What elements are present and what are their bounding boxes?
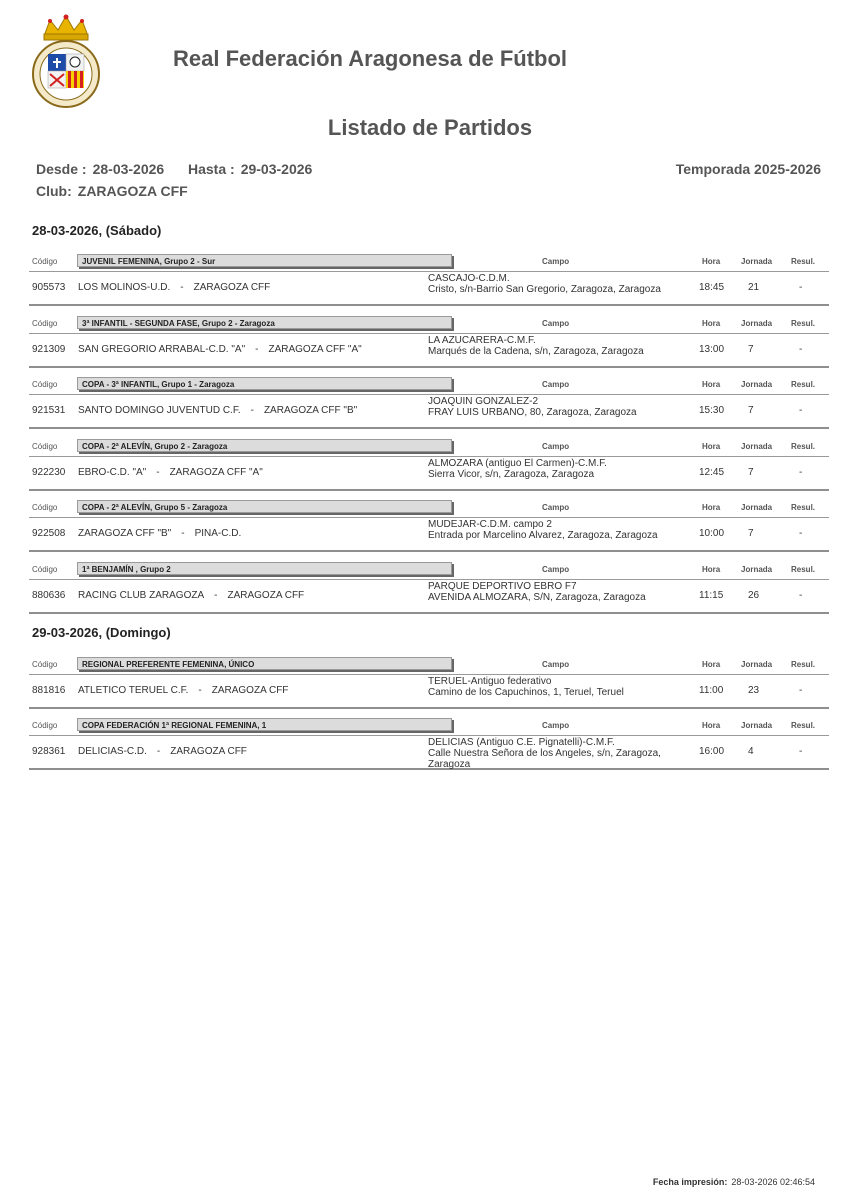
- away-team: PINA-C.D.: [194, 528, 242, 539]
- home-team: ZARAGOZA CFF "B": [78, 528, 172, 539]
- match-result: -: [799, 405, 803, 416]
- venue-column-header: Campo: [542, 565, 570, 574]
- time-column-header: Hora: [702, 319, 721, 328]
- match-code: 881816: [32, 685, 66, 696]
- club: [36, 183, 188, 199]
- code-column-header: Código: [32, 721, 58, 730]
- club-value: ZARAGOZA CFF: [77, 183, 188, 199]
- home-team: SAN GREGORIO ARRABAL-C.D. "A": [78, 344, 246, 355]
- result-column-header: Resul.: [791, 319, 816, 328]
- match-result: -: [799, 344, 803, 355]
- home-team: DELICIAS-C.D.: [78, 746, 147, 757]
- venue: [428, 396, 683, 418]
- day-heading: 28-03-2026, (Sábado): [32, 223, 162, 238]
- venue: [428, 737, 683, 770]
- venue: [428, 676, 683, 698]
- round-column-header: Jornada: [741, 565, 773, 574]
- match-time: 11:15: [699, 590, 724, 601]
- venue-name: JOAQUIN GONZALEZ-2: [428, 396, 539, 407]
- venue-name: ALMOZARA (antiguo El Carmen)-C.M.F.: [428, 458, 607, 469]
- match-teams: [78, 282, 270, 293]
- teams-separator: -: [181, 528, 185, 539]
- shield-icon: [48, 54, 84, 88]
- match-block: [29, 316, 829, 368]
- away-team: ZARAGOZA CFF: [193, 282, 271, 293]
- venue-address: Sierra Vicor, s/n, Zaragoza, Zaragoza: [428, 469, 595, 480]
- match-row: [29, 675, 829, 707]
- venue-name: MUDEJAR-C.D.M. campo 2: [428, 519, 552, 530]
- match-header-row: [29, 377, 829, 395]
- match-block: [29, 439, 829, 491]
- date-from-value: 28-03-2026: [92, 161, 165, 177]
- match-teams: [78, 467, 263, 478]
- time-column-header: Hora: [702, 503, 721, 512]
- competition-name: 3ª INFANTIL - SEGUNDA FASE, Grupo 2 - Zaragoza: [77, 316, 452, 329]
- venue-column-header: Campo: [542, 257, 570, 266]
- match-header-row: [29, 657, 829, 675]
- result-column-header: Resul.: [791, 503, 816, 512]
- organization-title: Real Federación Aragonesa de Fútbol: [173, 46, 568, 71]
- print-date-value: 28-03-2026 02:46:54: [731, 1177, 815, 1187]
- time-column-header: Hora: [702, 721, 721, 730]
- venue-name: PARQUE DEPORTIVO EBRO F7: [428, 581, 577, 592]
- competition-name: 1ª BENJAMÍN , Grupo 2: [77, 562, 452, 575]
- federation-crest-logo: [30, 14, 102, 110]
- venue-name: TERUEL-Antiguo federativo: [428, 676, 552, 687]
- venue-address: FRAY LUIS URBANO, 80, Zaragoza, Zaragoza: [428, 407, 637, 418]
- match-time: 18:45: [699, 282, 725, 293]
- match-block: [29, 657, 829, 709]
- home-team: LOS MOLINOS-U.D.: [78, 282, 171, 293]
- club-label: Club:: [36, 183, 72, 199]
- match-round: 7: [748, 467, 754, 478]
- competition-name: COPA - 2ª ALEVÍN, Grupo 5 - Zaragoza: [77, 500, 452, 513]
- match-teams: [78, 528, 241, 539]
- match-teams: [78, 590, 304, 601]
- match-row: [29, 334, 829, 366]
- code-column-header: Código: [32, 503, 58, 512]
- print-date-label: Fecha impresión:: [652, 1177, 728, 1187]
- match-row: [29, 736, 829, 768]
- match-row: [29, 272, 829, 304]
- time-column-header: Hora: [702, 257, 721, 266]
- away-team: ZARAGOZA CFF: [227, 590, 305, 601]
- crown-icon: [44, 15, 88, 41]
- competition-name: COPA FEDERACIÓN 1ª REGIONAL FEMENINA, 1: [77, 718, 452, 731]
- match-code: 922508: [32, 528, 66, 539]
- match-time: 12:45: [699, 467, 725, 478]
- result-column-header: Resul.: [791, 721, 816, 730]
- match-header-row: [29, 439, 829, 457]
- time-column-header: Hora: [702, 565, 721, 574]
- venue-name: DELICIAS (Antiguo C.E. Pignatelli)-C.M.F.: [428, 737, 615, 748]
- match-teams: [78, 685, 288, 696]
- venue: [428, 519, 683, 541]
- venue-column-header: Campo: [542, 721, 570, 730]
- code-column-header: Código: [32, 660, 58, 669]
- match-round: 23: [748, 685, 760, 696]
- home-team: ATLETICO TERUEL C.F.: [78, 685, 189, 696]
- venue-column-header: Campo: [542, 503, 570, 512]
- match-round: 26: [748, 590, 760, 601]
- date-from: [36, 161, 164, 177]
- result-column-header: Resul.: [791, 565, 816, 574]
- match-row: [29, 518, 829, 550]
- away-team: ZARAGOZA CFF: [170, 746, 247, 757]
- venue-column-header: Campo: [542, 442, 570, 451]
- match-result: -: [799, 528, 803, 539]
- match-time: 15:30: [699, 405, 725, 416]
- teams-separator: -: [250, 405, 254, 416]
- result-column-header: Resul.: [791, 257, 816, 266]
- match-round: 4: [748, 746, 754, 757]
- round-column-header: Jornada: [741, 319, 773, 328]
- match-result: -: [799, 685, 803, 696]
- match-block: [29, 718, 829, 770]
- match-time: 13:00: [699, 344, 725, 355]
- match-row: [29, 580, 829, 612]
- match-code: 905573: [32, 282, 66, 293]
- round-column-header: Jornada: [741, 721, 773, 730]
- match-code: 921309: [32, 344, 66, 355]
- venue-name: CASCAJO-C.D.M.: [428, 273, 510, 284]
- teams-separator: -: [198, 685, 202, 696]
- match-code: 921531: [32, 405, 66, 416]
- venue: [428, 273, 683, 295]
- teams-separator: -: [255, 344, 259, 355]
- match-time: 16:00: [699, 746, 725, 757]
- time-column-header: Hora: [702, 442, 721, 451]
- match-block: [29, 377, 829, 429]
- code-column-header: Código: [32, 319, 58, 328]
- away-team: ZARAGOZA CFF: [211, 685, 289, 696]
- match-round: 7: [748, 528, 754, 539]
- match-code: 928361: [32, 746, 66, 757]
- match-block: [29, 254, 829, 306]
- result-column-header: Resul.: [791, 660, 816, 669]
- season: Temporada 2025-2026: [675, 161, 821, 177]
- match-row: [29, 395, 829, 427]
- page-title: Listado de Partidos: [327, 115, 533, 140]
- time-column-header: Hora: [702, 660, 721, 669]
- match-row: [29, 457, 829, 489]
- round-column-header: Jornada: [741, 442, 773, 451]
- date-from-label: Desde :: [36, 161, 87, 177]
- venue-address: Cristo, s/n-Barrio San Gregorio, Zaragoza, Zaragoza: [428, 284, 661, 295]
- code-column-header: Código: [32, 442, 58, 451]
- venue-column-header: Campo: [542, 319, 570, 328]
- teams-separator: -: [156, 467, 160, 478]
- match-code: 922230: [32, 467, 66, 478]
- match-code: 880636: [32, 590, 66, 601]
- date-to: [188, 161, 312, 177]
- venue-address: Entrada por Marcelino Alvarez, Zaragoza, Zaragoza: [428, 530, 658, 541]
- match-result: -: [799, 467, 803, 478]
- venue: [428, 581, 683, 603]
- match-block: [29, 562, 829, 614]
- match-time: 10:00: [699, 528, 725, 539]
- match-header-row: [29, 562, 829, 580]
- away-team: ZARAGOZA CFF "A": [169, 467, 263, 478]
- competition-name: COPA - 3ª INFANTIL, Grupo 1 - Zaragoza: [77, 377, 452, 390]
- venue: [428, 458, 683, 480]
- code-column-header: Código: [32, 565, 58, 574]
- match-teams: [78, 746, 247, 757]
- round-column-header: Jornada: [741, 380, 773, 389]
- date-to-label: Hasta :: [188, 161, 235, 177]
- teams-separator: -: [156, 746, 161, 757]
- away-team: ZARAGOZA CFF "A": [268, 344, 362, 355]
- match-round: 7: [748, 344, 754, 355]
- date-to-value: 29-03-2026: [240, 161, 313, 177]
- match-block: [29, 500, 829, 552]
- venue-name: LA AZUCARERA-C.M.F.: [428, 335, 536, 346]
- print-date: [653, 1177, 815, 1187]
- match-header-row: [29, 718, 829, 736]
- match-result: -: [799, 590, 803, 601]
- match-round: 7: [748, 405, 754, 416]
- competition-name: REGIONAL PREFERENTE FEMENINA, ÚNICO: [77, 657, 452, 670]
- match-header-row: [29, 254, 829, 272]
- round-column-header: Jornada: [741, 503, 773, 512]
- competition-name: COPA - 2ª ALEVÍN, Grupo 2 - Zaragoza: [77, 439, 452, 452]
- competition-name: JUVENIL FEMENINA, Grupo 2 - Sur: [77, 254, 452, 267]
- match-round: 21: [748, 282, 760, 293]
- teams-separator: -: [214, 590, 218, 601]
- venue-address: Camino de los Capuchinos, 1, Teruel, Teruel: [428, 687, 624, 698]
- venue-address: Marqués de la Cadena, s/n, Zaragoza, Zaragoza: [428, 346, 644, 357]
- round-column-header: Jornada: [741, 257, 773, 266]
- teams-separator: -: [180, 282, 184, 293]
- result-column-header: Resul.: [791, 442, 816, 451]
- time-column-header: Hora: [702, 380, 721, 389]
- round-column-header: Jornada: [741, 660, 773, 669]
- match-result: -: [799, 282, 803, 293]
- match-result: -: [799, 746, 803, 757]
- venue: [428, 335, 683, 357]
- match-time: 11:00: [699, 685, 724, 696]
- away-team: ZARAGOZA CFF "B": [263, 405, 358, 416]
- day-heading: 29-03-2026, (Domingo): [32, 625, 171, 640]
- match-teams: [78, 405, 357, 416]
- venue-address: AVENIDA ALMOZARA, S/N, Zaragoza, Zaragoza: [428, 592, 646, 603]
- match-header-row: [29, 500, 829, 518]
- match-teams: [78, 344, 362, 355]
- result-column-header: Resul.: [791, 380, 816, 389]
- home-team: EBRO-C.D. "A": [78, 467, 147, 478]
- venue-column-header: Campo: [542, 380, 570, 389]
- venue-address: Calle Nuestra Señora de los Angeles, s/n, Zaragoza, Zaragoza: [428, 748, 661, 770]
- venue-column-header: Campo: [542, 660, 570, 669]
- code-column-header: Código: [32, 380, 58, 389]
- code-column-header: Código: [32, 257, 58, 266]
- home-team: RACING CLUB ZARAGOZA: [78, 590, 205, 601]
- match-header-row: [29, 316, 829, 334]
- home-team: SANTO DOMINGO JUVENTUD C.F.: [78, 405, 241, 416]
